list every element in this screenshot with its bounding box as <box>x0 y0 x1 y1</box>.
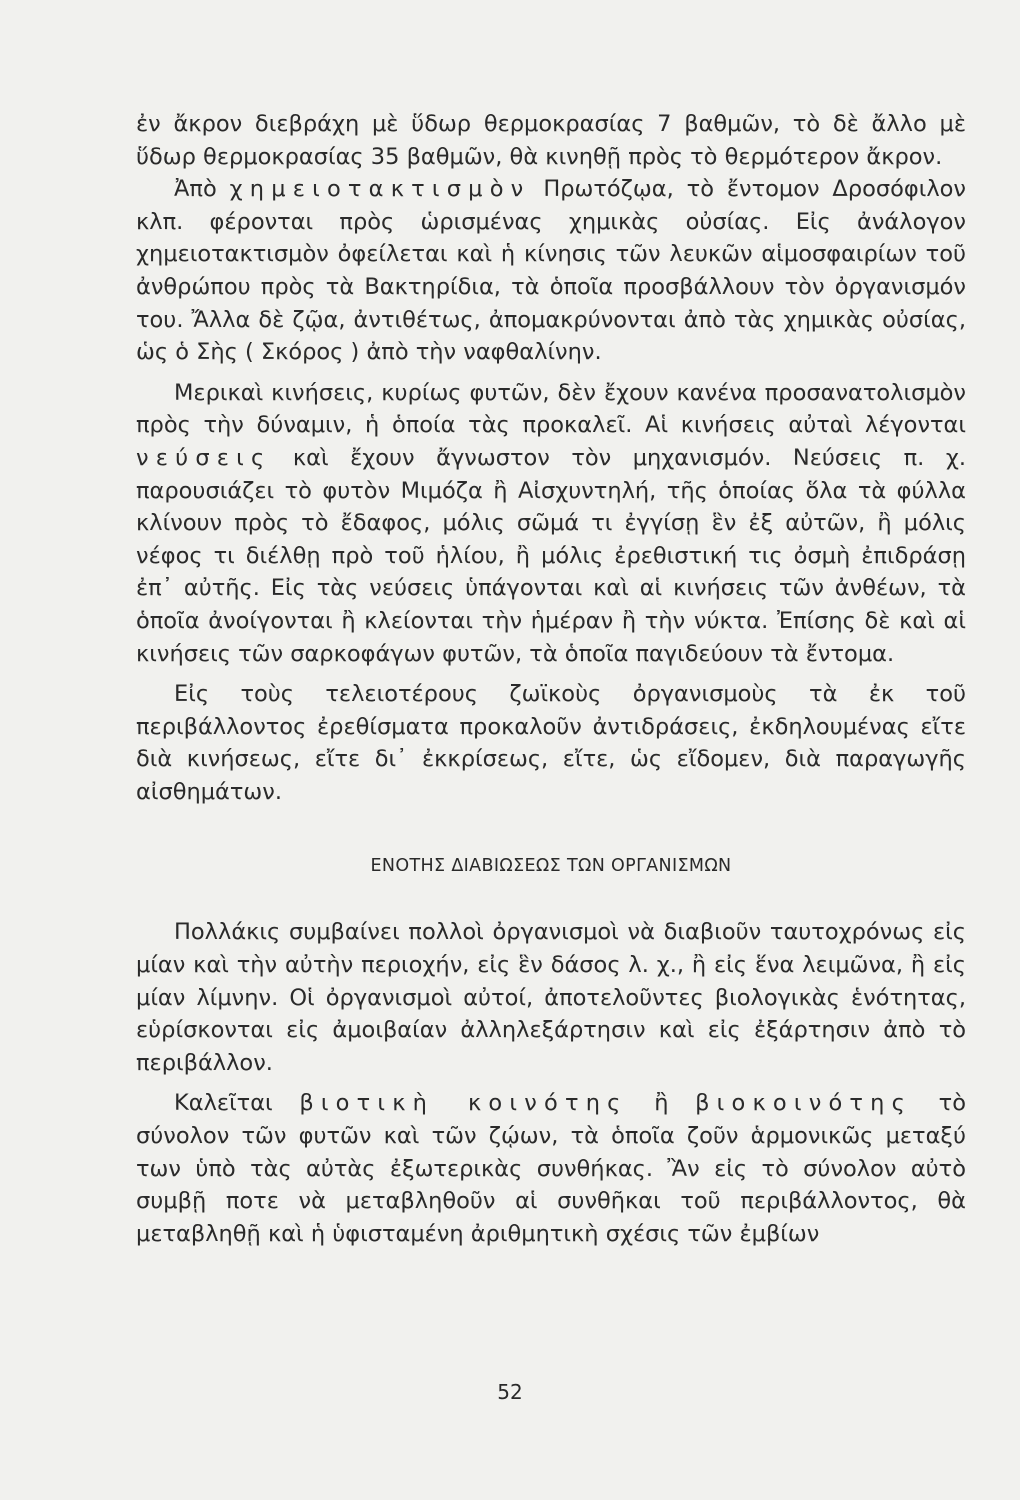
paragraph-6-lead: Καλεῖται <box>174 1090 300 1117</box>
paragraph-6 <box>136 1087 966 1250</box>
paragraph-4-text: Εἰς τοὺς τελειοτέρους ζωϊκοὺς ὀργανισμοὺς τὰ ἐκ τοῦ περιβάλλοντος ἐρεθίσματα προκαλοῦν ἀντιδράσεις, ἐκδηλουμένας εἴτε διὰ κινήσεως, εἴτε δι᾿ ἐκκρίσεως, εἴτε, ὡς εἴδομεν, διὰ παραγωγῆς αἰσθημάτων. <box>136 681 966 805</box>
paragraph-3-lead: Μερικαὶ κινήσεις, κυρίως φυτῶν, δὲν ἔχουν κανένα προσανατολισμὸν πρὸς τὴν δύναμιν, ἡ ὁποία τὰς προκαλεῖ. Αἱ κινήσεις αὐταὶ λέγονται <box>136 379 966 439</box>
paragraph-4 <box>136 678 966 808</box>
section-heading: ΕΝΟΤΗΣ ΔΙΑΒΙΩΣΕΩΣ ΤΩΝ ΟΡΓΑΝΙΣΜΩΝ <box>370 856 732 877</box>
spaced-term-chemotaxis: χημειοτακτισμὸν <box>229 176 531 203</box>
spaced-term-biotic-community: βιοτικὴ κοινότης <box>299 1090 628 1117</box>
paragraph-1 <box>136 108 966 173</box>
paragraph-2 <box>136 173 966 369</box>
paragraph-5-text: Πολλάκις συμβαίνει πολλοὶ ὀργανισμοὶ νὰ διαβιοῦν ταυτοχρόνως εἰς μίαν καὶ τὴν αὐτὴν περιοχήν, εἰς ἓν δάσος λ. χ., ἢ εἰς ἕνα λειμῶνα, ἢ εἰς μίαν λίμνην. Οἱ ὀργανισμοὶ αὐτοί, ἀποτελοῦντες βιολογικὰς ἑνότητας, εὑρίσκονται εἰς ἀμοιβαίαν ἀλληλεξάρτησιν καὶ εἰς ἐξάρτησιν ἀπὸ τὸ περιβάλλον. <box>136 919 966 1076</box>
paragraph-1-text: ἐν ἄκρον διεβράχη μὲ ὕδωρ θερμοκρασίας 7 βαθμῶν, τὸ δὲ ἄλλο μὲ ὕδωρ θερμοκρασίας 35 βαθμῶν, θὰ κινηθῇ πρὸς τὸ θερμότερον ἄκρον. <box>136 111 966 170</box>
paragraph-3-text: καὶ ἔχουν ἄγνωστον τὸν μηχανισμόν. Νεύσεις π. χ. παρουσιάζει τὸ φυτὸν Μιμόζα ἢ Αἰσχυντηλή, τῆς ὁποίας ὅλα τὰ φύλλα κλίνουν πρὸς τὸ ἔδαφος, μόλις σῶμά τι ἐγγίσῃ ἓν ἐξ αὐτῶν, ἢ μόλις νέφος τι διέλθῃ πρὸ τοῦ ἡλίου, ἢ μόλις ἐρεθιστική τις ὀσμὴ ἐπιδράσῃ ἐπ᾿ αὐτῆς. Εἰς τὰς νεύσεις ὑπάγονται καὶ αἱ κινήσεις τῶν ἀνθέων, τὰ ὁποῖα ἀνοίγονται ἢ κλείονται τὴν ἡμέραν ἢ τὴν νύκτα. Ἐπίσης δὲ καὶ αἱ κινήσεις τῶν σαρκοφάγων φυτῶν, τὰ ὁποῖα παγιδεύουν τὰ ἔντομα. <box>136 444 966 667</box>
paragraph-2-text: Πρωτόζῳα, τὸ ἔντομον Δροσόφιλον κλπ. φέρονται πρὸς ὡρισμένας χημικὰς οὐσίας. Εἰς ἀνάλογον χημειοτακτισμὸν ὀφείλεται καὶ ἡ κίνησις τῶν λευκῶν αἱμοσφαιρίων τοῦ ἀνθρώπου πρὸς τὰ Βακτηρίδια, τὰ ὁποῖα προσβάλλουν τὸν ὀργανισμόν του. Ἄλλα δὲ ζῷα, ἀντιθέτως, ἀπομακρύνονται ἀπὸ τὰς χημικὰς οὐσίας, ὡς ὁ Σὴς ( Σκόρος ) ἀπὸ τὴν ναφθαλίνην. <box>136 176 967 366</box>
paragraph-5 <box>136 916 966 1079</box>
paragraph-6-text: τὸ σύνολον τῶν φυτῶν καὶ τῶν ζῴων, τὰ ὁποῖα ζοῦν ἁρμονικῶς μεταξύ των ὑπὸ τὰς αὐτὰς ἐξωτερικὰς συνθήκας. Ἂν εἰς τὸ σύνολον αὐτὸ συμβῇ ποτε νὰ μεταβληθοῦν αἱ συνθῆκαι τοῦ περιβάλλοντος, θὰ μεταβληθῇ καὶ ἡ ὑφισταμένη ἀριθμητικὴ σχέσις τῶν ἐμβίων <box>136 1090 966 1247</box>
page-number: 52 <box>497 1380 523 1404</box>
paragraph-6-or: ἢ <box>627 1090 696 1117</box>
spaced-term-biocommunity: βιοκοινότης <box>695 1090 913 1117</box>
spaced-term-neuseis: νεύσεις <box>136 444 272 471</box>
body-text <box>136 108 966 1250</box>
paragraph-2-lead: Ἀπὸ <box>174 176 230 203</box>
paragraph-3 <box>136 377 966 670</box>
